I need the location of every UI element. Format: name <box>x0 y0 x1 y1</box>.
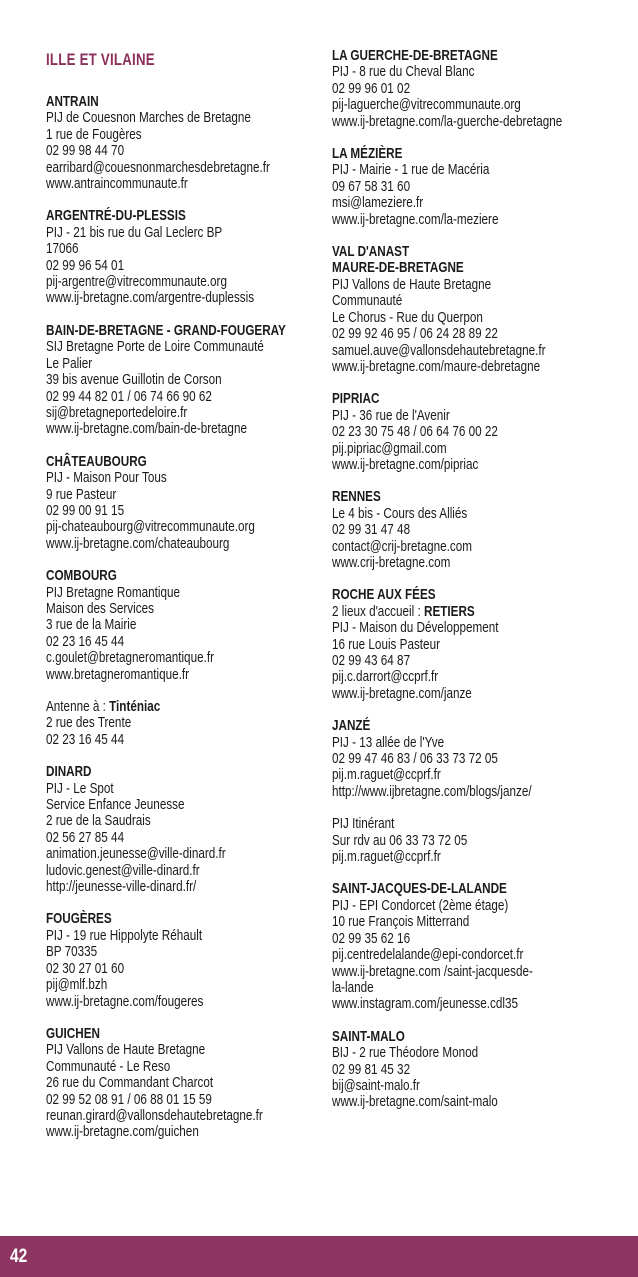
entry-line: www.ij-bretagne.com/guichen <box>46 1123 199 1141</box>
entry-line: 9 rue Pasteur <box>46 485 117 503</box>
entry-line: PIJ Vallons de Haute Bretagne <box>46 1041 206 1059</box>
entry <box>332 48 630 130</box>
entry-line: 16 rue Louis Pasteur <box>332 635 440 653</box>
entry-line: PIJ Vallons de Haute Bretagne <box>332 275 492 293</box>
entry <box>332 587 630 702</box>
entry <box>46 208 318 306</box>
entry-name: DINARD <box>46 763 92 781</box>
antenne-title <box>46 699 258 715</box>
entry-line: 09 67 58 31 60 <box>332 177 411 195</box>
entry-line: bij@saint-malo.fr <box>332 1076 420 1094</box>
entry-line: pij.m.raguet@ccprf.fr <box>332 848 441 866</box>
entry-line: 02 23 16 45 44 <box>46 632 125 650</box>
entry-intro <box>332 604 564 620</box>
entry-line: 39 bis avenue Guillotin de Corson <box>46 371 222 389</box>
entry-line: www.ij-bretagne.com/la-meziere <box>332 210 499 228</box>
entry-line: 02 99 96 01 02 <box>332 79 411 97</box>
entry-name: COMBOURG <box>46 567 117 585</box>
entry-line: ludovic.genest@ville-dinard.fr <box>46 861 200 879</box>
entry-line: 02 30 27 01 60 <box>46 959 125 977</box>
entry <box>332 489 630 571</box>
entry-line: 10 rue François Mitterrand <box>332 913 470 931</box>
entry-name: CHÂTEAUBOURG <box>46 452 147 470</box>
entry-line: www.ij-bretagne.com/janze <box>332 684 472 702</box>
entry-line: PIJ - 13 allée de l'Yve <box>332 733 445 751</box>
entry-line: 02 99 92 46 95 / 06 24 28 89 22 <box>332 325 498 343</box>
entry-line: 02 99 43 64 87 <box>332 652 411 669</box>
entry-line: www.instagram.com/jeunesse.cdl35 <box>332 995 518 1013</box>
entry-line: PIJ - 8 rue du Cheval Blanc <box>332 63 475 81</box>
entry-line: 02 23 16 45 44 <box>46 730 125 748</box>
entry-line: pij-chateaubourg@vitrecommunaute.org <box>46 518 255 536</box>
entry-line: sij@bretagneportedeloire.fr <box>46 403 188 421</box>
entry-line: www.ij-bretagne.com/argentre-duplessis <box>46 289 255 307</box>
right-column <box>332 0 630 1127</box>
entry-name: ARGENTRÉ-DU-PLESSIS <box>46 207 186 225</box>
entry-line: Sur rdv au 06 33 73 72 05 <box>332 831 468 849</box>
entry <box>332 391 630 473</box>
entry-line: la-lande <box>332 978 374 996</box>
entry-line: PIJ Itinérant <box>332 815 395 833</box>
entry-line: Le Palier <box>46 354 93 372</box>
entry-line: 02 99 98 44 70 <box>46 142 125 160</box>
entry-name: ANTRAIN <box>46 93 99 110</box>
entry-line: SIJ Bretagne Porte de Loire Communauté <box>46 338 264 356</box>
entry-intro-prefix: 2 lieux d'accueil : <box>332 602 424 620</box>
entry-line: 02 23 30 75 48 / 06 64 76 00 22 <box>332 423 498 441</box>
antenne-title-place: Tinténiac <box>109 698 161 715</box>
entry-line: samuel.auve@vallonsdehautebretagne.fr <box>332 341 546 359</box>
entry-line: PIJ Bretagne Romantique <box>46 583 180 601</box>
entry-line: www.ij-bretagne.com/fougeres <box>46 992 204 1010</box>
entry-line: pij-laguerche@vitrecommunaute.org <box>332 96 521 114</box>
entry-line: Maison des Services <box>46 599 154 617</box>
entry-line: www.ij-bretagne.com /saint-jacquesde- <box>332 962 533 980</box>
entry <box>332 146 630 228</box>
entry-line: www.ij-bretagne.com/pipriac <box>332 455 479 473</box>
entry-line: 02 99 44 82 01 / 06 74 66 90 62 <box>46 387 212 405</box>
entry-line: www.bretagneromantique.fr <box>46 665 190 683</box>
entry-line: PIJ - 36 rue de l'Avenir <box>332 406 450 424</box>
entry-line: http://www.ijbretagne.com/blogs/janze/ <box>332 782 532 800</box>
entry <box>46 764 318 895</box>
page-number: 42 <box>10 1246 28 1267</box>
entry-line: contact@crij-bretagne.com <box>332 537 472 555</box>
entry-line: www.antraincommunaute.fr <box>46 175 188 193</box>
entry-name: PIPRIAC <box>332 390 380 408</box>
entry-name: RENNES <box>332 488 381 506</box>
footer-bar <box>0 1236 638 1277</box>
entry-line: www.ij-bretagne.com/maure-debretagne <box>332 357 541 375</box>
entry-line: animation.jeunesse@ville-dinard.fr <box>46 845 226 863</box>
entry-line: 1 rue de Fougères <box>46 125 142 143</box>
entry-line: PIJ - Le Spot <box>46 779 114 797</box>
entry-line: pij-argentre@vitrecommunaute.org <box>46 273 227 291</box>
entry-line: earribard@couesnonmarchesdebretagne.fr <box>46 158 270 176</box>
entry <box>46 911 318 1009</box>
entry-name: BAIN-DE-BRETAGNE - GRAND-FOUGERAY <box>46 321 286 339</box>
entry-line: PIJ - EPI Condorcet (2ème étage) <box>332 896 509 914</box>
entry-line: 02 99 47 46 83 / 06 33 73 72 05 <box>332 750 498 768</box>
entry <box>332 718 630 865</box>
entry <box>46 568 318 748</box>
antenne-title-prefix: Antenne à : <box>46 698 110 715</box>
left-entries <box>46 94 318 1141</box>
entry-intro-place: RETIERS <box>423 602 475 620</box>
entry-line: www.ij-bretagne.com/saint-malo <box>332 1093 498 1111</box>
entry-name: SAINT-JACQUES-DE-LALANDE <box>332 880 507 898</box>
entry-name: LA MÉZIÈRE <box>332 145 403 163</box>
entry-line: 2 rue de la Saudrais <box>46 812 151 830</box>
left-column <box>46 0 318 1157</box>
entry-line: 17066 <box>46 240 79 258</box>
entry-line: 02 56 27 85 44 <box>46 828 125 846</box>
entry <box>332 244 630 375</box>
entry-line: Le 4 bis - Cours des Alliés <box>332 504 468 522</box>
entry-line: 02 99 96 54 01 <box>46 256 125 274</box>
entry-line: pij@mlf.bzh <box>46 976 108 994</box>
entry-line: BP 70335 <box>46 943 98 961</box>
entry <box>46 323 318 438</box>
entry-line: PIJ de Couesnon Marches de Bretagne <box>46 109 251 127</box>
entry-line: Communauté - Le Reso <box>46 1057 171 1075</box>
entry-line: msi@lameziere.fr <box>332 194 424 212</box>
entry-line: Service Enfance Jeunesse <box>46 796 185 814</box>
entry-line: www.ij-bretagne.com/chateaubourg <box>46 534 230 552</box>
entry <box>332 1029 630 1111</box>
entry-line: 02 99 52 08 91 / 06 88 01 15 59 <box>46 1090 212 1108</box>
entry-line: Le Chorus - Rue du Querpon <box>332 308 483 326</box>
entry-line: PIJ - Maison Pour Tous <box>46 469 167 487</box>
entry-line: pij.c.darrort@ccprf.fr <box>332 668 439 686</box>
entry-line: www.ij-bretagne.com/la-guerche-debretagne <box>332 112 563 130</box>
entry-line: 02 99 81 45 32 <box>332 1060 411 1078</box>
entry <box>46 94 318 192</box>
entry-name: JANZÉ <box>332 717 371 735</box>
entry-name: GUICHEN <box>46 1024 100 1042</box>
entry-line: Communauté <box>332 292 403 310</box>
antenne-block <box>46 699 318 748</box>
entry-line: 02 99 00 91 15 <box>46 501 125 519</box>
entry-line: PIJ - Maison du Développement <box>332 619 499 637</box>
entry-name: LA GUERCHE-DE-BRETAGNE <box>332 47 498 64</box>
entry-name: VAL D'ANAST <box>332 243 410 261</box>
entry-line: c.goulet@bretagneromantique.fr <box>46 649 214 667</box>
entry-line: PIJ - Mairie - 1 rue de Macéria <box>332 161 490 179</box>
entry-line: PIJ - 19 rue Hippolyte Réhault <box>46 926 203 944</box>
entry-line: 2 rue des Trente <box>46 714 132 732</box>
entry <box>46 1026 318 1141</box>
entry-name: ROCHE AUX FÉES <box>332 586 436 604</box>
entry-line: BIJ - 2 rue Théodore Monod <box>332 1044 479 1062</box>
entry-line: pij.pipriac@gmail.com <box>332 439 447 457</box>
entry-line: http://jeunesse-ville-dinard.fr/ <box>46 878 197 896</box>
region-title: ILLE ET VILAINE <box>46 50 155 69</box>
entry-line: 3 rue de la Mairie <box>46 616 137 634</box>
entry-line: pij.m.raguet@ccprf.fr <box>332 766 441 784</box>
entry-line: 02 99 31 47 48 <box>332 521 411 539</box>
entry-line: www.crij-bretagne.com <box>332 553 451 571</box>
entry-line: 26 rue du Commandant Charcot <box>46 1074 214 1092</box>
entry-name: SAINT-MALO <box>332 1027 405 1045</box>
right-entries <box>332 48 630 1111</box>
entry-line: PIJ - 21 bis rue du Gal Leclerc BP <box>46 223 223 241</box>
entry <box>46 454 318 552</box>
entry-name: FOUGÈRES <box>46 910 112 928</box>
entry-name: MAURE-DE-BRETAGNE <box>332 259 464 277</box>
sub-block <box>332 816 630 865</box>
entry <box>332 881 630 1012</box>
entry-line: pij.centredelalande@epi-condorcet.fr <box>332 946 524 964</box>
entry-line: reunan.girard@vallonsdehautebretagne.fr <box>46 1106 263 1124</box>
entry-line: www.ij-bretagne.com/bain-de-bretagne <box>46 420 247 438</box>
entry-line: 02 99 35 62 16 <box>332 929 411 947</box>
